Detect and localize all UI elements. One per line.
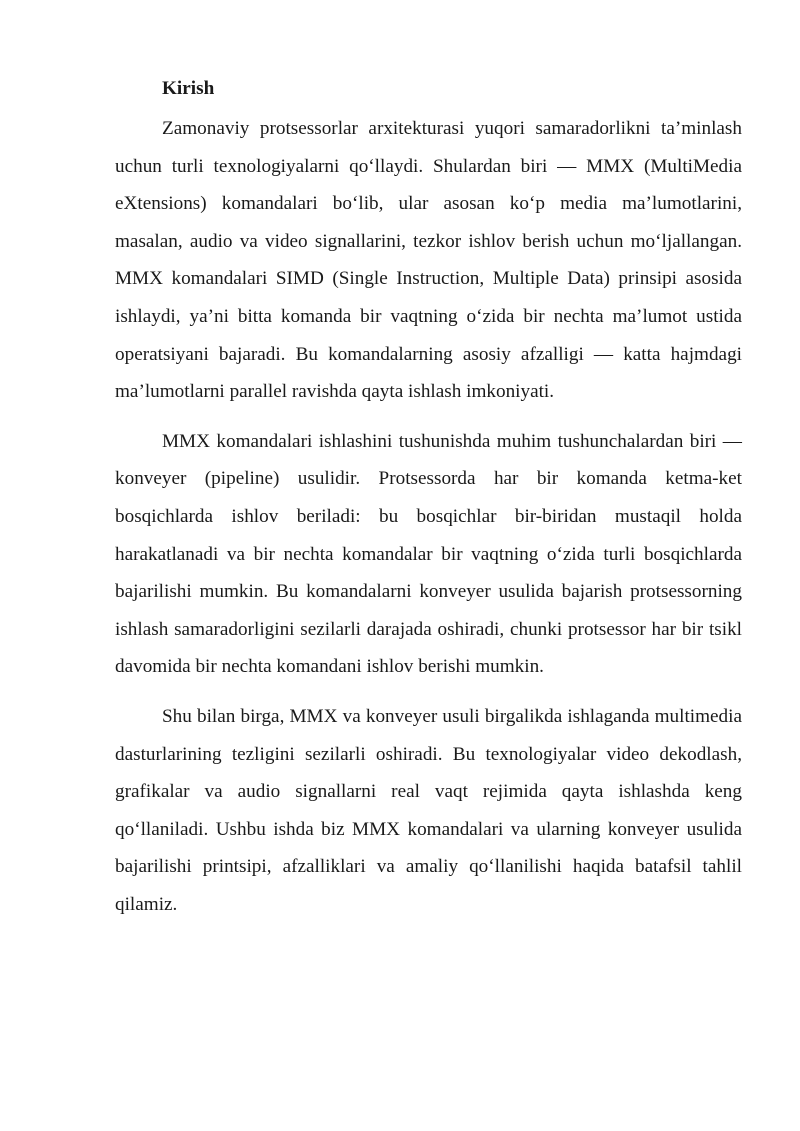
paragraph-1: Zamonaviy protsessorlar arxitekturasi yuqori samaradorlikni ta’minlash uchun turli texnologiyalarni qo‘llaydi. Shulardan biri — MMX (MultiMedia eXtensions) komandalari bo‘lib, ular asosan ko‘p media ma’lumotlarini, masalan, audio va video signallarini, tezkor ishlov berish uchun mo‘ljallangan. MMX komandalari SIMD (Single Instruction, Multiple Data) prinsipi asosida ishlaydi, ya’ni bitta komanda bir vaqtning o‘zida bir nechta ma’lumot ustida operatsiyani bajaradi. Bu komandalarning asosiy afzalligi — katta hajmdagi ma’lumotlarni parallel ravishda qayta ishlash imkoniyati.	[115, 118, 742, 403]
section-heading: Kirish	[162, 78, 215, 99]
paragraph-2: MMX komandalari ishlashini tushunishda muhim tushunchalardan biri — konveyer (pipeline) usulidir. Protsessorda har bir komanda ketma-ket bosqichlarda ishlov beriladi: bu bosqichlar bir-biridan mustaqil holda harakatlanadi va bir nechta komandalar bir vaqtning o‘zida turli bosqichlarda bajarilishi mumkin. Bu komandalarni konveyer usulida bajarish protsessorning ishlash samaradorligini sezilarli darajada oshiradi, chunki protsessor har bir tsikl davomida bir nechta komandani ishlov berishi mumkin.	[115, 430, 742, 678]
paragraph-3: Shu bilan birga, MMX va konveyer usuli birgalikda ishlaganda multimedia dasturlarining tezligini sezilarli oshiradi. Bu texnologiyalar video dekodlash, grafikalar va audio signallarni real vaqt rejimida qayta ishlashda keng qo‘llaniladi. Ushbu ishda biz MMX komandalari va ularning konveyer usulida bajarilishi printsipi, afzalliklari va amaliy qo‘llanilishi haqida batafsil tahlil qilamiz.	[115, 705, 742, 915]
document-body	[115, 72, 742, 935]
